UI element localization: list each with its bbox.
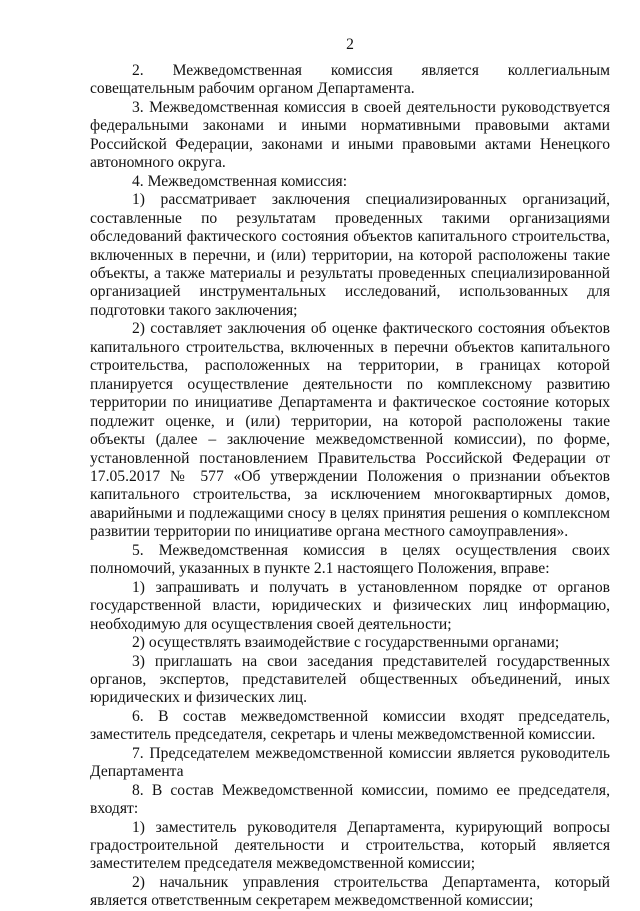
page-number: 2 <box>346 36 354 53</box>
paragraph-item-5-1: 1) запрашивать и получать в установленном порядке от органов государственной власти, юридических и физических лиц информацию, необходимую для осуществления своей деятельности; <box>90 578 610 633</box>
paragraph-item-4-2: 2) составляет заключения об оценке фактического состояния объектов капитального строительства, включенных в перечни объектов капитального строительства, расположенных на территории, в границах которой планируется осуществление деятельности по комплексному развитию территории по инициативе Департамента и фактическое состояние которых подлежит оценке, и (или) территории, на которой расположены такие объекты (далее – заключение межведомственной комиссии), по форме, установленной постановлением Правительства Российской Федерации от 17.05.2017 № 577 «Об утверждении Положения о признании объектов капитального строительства, за исключением многоквартирных домов, аварийными и подлежащими сносу в целях принятия решения о комплексном развитии территории по инициативе органа местного самоуправления». <box>90 320 610 541</box>
paragraph-item-8: 8. В состав Межведомственной комиссии, помимо ее председателя, входят: <box>90 781 610 818</box>
paragraph-item-5-2: 2) осуществлять взаимодействие с государственными органами; <box>132 634 560 652</box>
paragraph-item-8-2: 2) начальник управления строительства Департамента, который является ответственным секретарем межведомственной комиссии; <box>90 873 610 910</box>
paragraph-item-6: 6. В состав межведомственной комиссии входят председатель, заместитель председателя, секретарь и члены межведомственной комиссии. <box>90 707 610 744</box>
paragraph-item-4: 4. Межведомственная комиссия: <box>132 172 348 190</box>
paragraph-item-3: 3. Межведомственная комиссия в своей деятельности руководствуется федеральными законами и иными нормативными правовыми актами Российской Федерации, законами и иными правовыми актами Ненецкого автономного округа. <box>90 98 610 172</box>
paragraph-item-2: 2. Межведомственная комиссия является коллегиальным совещательным рабочим органом Департамента. <box>90 62 610 98</box>
document-body <box>90 62 610 911</box>
paragraph-item-4-1: 1) рассматривает заключения специализированных организаций, составленные по результатам проведенных такими организациями обследований фактического состояния объектов капитального строительства, включенных в перечни, и (или) территории, на которой расположены такие объекты, а также материалы и результаты проведенных специализированной организацией инструментальных исследований, использованных для подготовки такого заключения; <box>90 191 610 319</box>
paragraph-item-5-3: 3) приглашать на свои заседания представителей государственных органов, экспертов, представителей общественных объединений, иных юридических и физических лиц. <box>90 652 610 707</box>
paragraph-item-5: 5. Межведомственная комиссия в целях осуществления своих полномочий, указанных в пункте 2.1 настоящего Положения, вправе: <box>90 541 610 578</box>
paragraph-item-7: 7. Председателем межведомственной комиссии является руководитель Департамента <box>90 744 610 781</box>
paragraph-item-8-1: 1) заместитель руководителя Департамента, курирующий вопросы градостроительной деятельности и строительства, который является заместителем председателя межведомственной комиссии; <box>90 818 610 873</box>
